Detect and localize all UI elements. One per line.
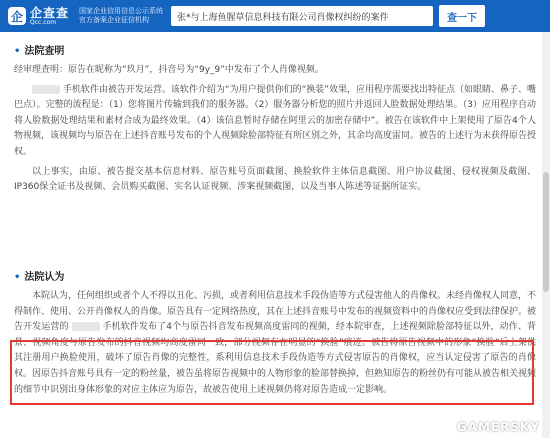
section-title-opinion: • 法院认为 [14, 272, 65, 283]
section-title-facts: • 法院查明 [14, 46, 65, 57]
opinion-paragraph: 本院认为，任何组织或者个人不得以丑化、污损，或者利用信息技术手段伪造等方式侵害他人的肖像权。未经肖像权人同意，不得制作、使用、公开肖像权人的肖像。原告具有一定网络热度，其在上述抖音账号中发布的视频资料中的肖像权应受到法律保护。被告开发运营的 手机软件发布了4个与原告抖音发布视频高度雷同的视频，经本院审查，上述视频除脸部特征以外，动作、背景、视频角度与原告发布的抖音视频均高度雷同一致，部分视频存在明显的“换脸”痕迹。被告将原告视频中的形象“换脸”后上架供其注册用户换脸使用，破坏了原告肖像的完整性，系利用信息技术手段伪造等方式侵害原告的肖像权，应当认定侵害了原告的肖像权。因原告抖音账号具有一定的粉丝量，被告虽将原告视频中的人物形象的脸部替换掉，但熟知原告的粉丝仍有可能从被告相关视频的细节中识别出身体形象的对应主体应为原告，故被告使用上述视频仍将对原告造成一定影响。 [14, 291, 537, 395]
qcc-logo-icon: 企 [8, 7, 26, 25]
search-box[interactable] [171, 6, 433, 26]
bullet-icon: • [14, 272, 21, 283]
certification-text: 国家企业信用信息公示系统 官方备案企业征信机构 [79, 7, 164, 24]
judgment-content [14, 36, 537, 395]
search-input[interactable] [171, 6, 433, 26]
facts-paragraph-3: 以上事实，由原、被告提交基本信息材料、原告账号页面截图、换脸软件主体信息截图、用户协议截图、侵权视频及截图、IP360保全证书及视频、会员购买截图、实名认证视频、涉案视频截图，以及当事人陈述等证据所证实。 [14, 166, 536, 193]
redacted-app-name [72, 322, 100, 331]
scrollbar-thumb[interactable] [543, 172, 549, 292]
bullet-icon: • [14, 46, 21, 57]
logo-domain: Qcc.com [30, 18, 57, 26]
facts-paragraph-2: 手机软件由被告开发运营。该软件介绍为“为用户提供你们的“换装”效果，应用程序需要找出特征点（如眼睛、鼻子、嘴巴点）。完整的流程是：（1）您将图片传输到我们的服务器。（2）服务器分析您的照片并返回人脸数据处理结果。（3）应用程序自动将人脸数据处理结果和素材合成为最终效果。（4）该信息暂时存储在阿里云的加密存储中”。被告在该软件中上架使用了原告4个人物视频，该视频均与原告在上述抖音账号发布的个人视频除脸部特征有所区别之外，其余均高度雷同。被告的上述行为未获得原告授权。 [14, 84, 537, 157]
scrollbar-track[interactable] [542, 32, 550, 438]
logo-title: 企查查 [30, 5, 70, 20]
redacted-app-name [32, 85, 60, 94]
watermark: GAMERSKY [456, 420, 540, 434]
facts-paragraph-1: 经审理查明：原告在昵称为“玖月”，抖音号为“9y_9”中发布了个人肖像视频。 [14, 65, 324, 75]
qcc-logo[interactable] [8, 7, 69, 26]
top-header-bar [0, 0, 550, 32]
court-opinion-section [14, 262, 536, 402]
search-button[interactable]: 查一下 [439, 5, 485, 27]
